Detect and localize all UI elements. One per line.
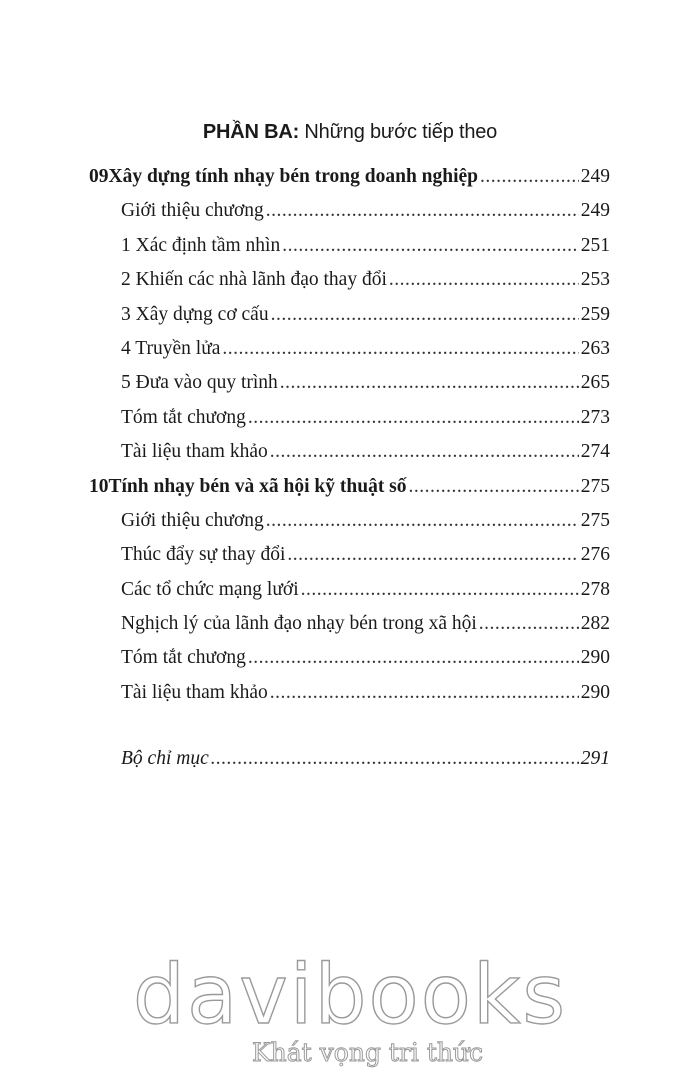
page-number: 253 <box>580 269 610 291</box>
page-number: 278 <box>580 578 610 600</box>
page-number: 265 <box>580 372 610 394</box>
dot-leader <box>271 304 579 326</box>
dot-leader <box>479 613 579 635</box>
page-number: 259 <box>580 303 610 325</box>
part-title <box>0 121 700 144</box>
dot-leader <box>389 269 579 291</box>
section-title: 3 Xây dựng cơ cấu <box>121 303 269 325</box>
chapter-title: Tính nhạy bén và xã hội kỹ thuật số <box>108 475 407 497</box>
dot-leader <box>248 647 579 669</box>
chapter-number: 10 <box>89 475 109 497</box>
toc-chapter-09[interactable] <box>89 166 610 200</box>
page-number: 273 <box>580 406 610 428</box>
page-number: 251 <box>580 234 610 256</box>
section-title: Giới thiệu chương <box>121 200 264 222</box>
dot-leader <box>280 372 579 394</box>
dot-leader <box>409 476 579 498</box>
watermark-tagline: Khát vọng tri thức <box>252 1038 484 1067</box>
dot-leader <box>248 407 579 429</box>
dot-leader <box>270 682 579 704</box>
page-number: 290 <box>580 681 610 703</box>
dot-leader <box>287 544 578 566</box>
dot-leader <box>266 510 579 532</box>
page-number: 263 <box>580 337 610 359</box>
chapter-number: 09 <box>89 166 109 187</box>
toc-entry[interactable] <box>89 200 610 234</box>
watermark-brand: davibooks <box>132 948 568 1043</box>
part-name: Những bước tiếp theo <box>299 121 498 143</box>
toc-entry[interactable] <box>89 338 610 372</box>
dot-leader <box>266 200 579 222</box>
section-title: Tài liệu tham khảo <box>121 681 268 703</box>
section-title: Tóm tắt chương <box>121 406 246 428</box>
page-number: 274 <box>580 441 610 463</box>
section-title: 4 Truyền lửa <box>121 337 221 359</box>
toc-entry[interactable] <box>89 682 610 716</box>
section-title: Giới thiệu chương <box>121 509 264 531</box>
page-number: 249 <box>580 166 610 187</box>
chapter-title: Xây dựng tính nhạy bén trong doanh nghiệp <box>108 166 479 187</box>
section-title: Các tổ chức mạng lưới <box>121 578 299 600</box>
section-title: 5 Đưa vào quy trình <box>121 372 278 394</box>
page-number: 290 <box>580 647 610 669</box>
toc-index-entry[interactable] <box>121 748 610 770</box>
index-page-number: 291 <box>580 748 610 769</box>
section-title: Tài liệu tham khảo <box>121 441 268 463</box>
toc-entry[interactable] <box>89 235 610 269</box>
dot-leader <box>282 235 579 257</box>
toc-chapter-10[interactable] <box>89 476 610 510</box>
dot-leader <box>222 338 578 360</box>
page-number: 249 <box>580 200 610 222</box>
section-title: Tóm tắt chương <box>121 647 246 669</box>
toc-entry[interactable] <box>89 579 610 613</box>
table-of-contents <box>89 166 610 716</box>
toc-entry[interactable] <box>89 304 610 338</box>
page-number: 275 <box>580 509 610 531</box>
section-title: 2 Khiến các nhà lãnh đạo thay đổi <box>121 269 387 291</box>
toc-entry[interactable] <box>89 544 610 578</box>
part-label: PHẦN BA: <box>202 121 300 143</box>
page-number: 276 <box>580 544 610 566</box>
dot-leader <box>301 579 579 601</box>
index-title: Bộ chỉ mục <box>121 748 209 769</box>
dot-leader <box>270 441 579 463</box>
section-title: Nghịch lý của lãnh đạo nhạy bén trong xã hội <box>121 613 477 635</box>
toc-entry[interactable] <box>89 510 610 544</box>
page-number: 275 <box>580 475 610 497</box>
toc-entry[interactable] <box>89 613 610 647</box>
section-title: 1 Xác định tầm nhìn <box>121 234 281 256</box>
toc-entry[interactable] <box>89 269 610 303</box>
dot-leader <box>480 166 579 188</box>
toc-entry[interactable] <box>89 372 610 406</box>
toc-entry[interactable] <box>89 441 610 475</box>
toc-entry[interactable] <box>89 647 610 681</box>
dot-leader <box>211 748 579 770</box>
toc-entry[interactable] <box>89 407 610 441</box>
section-title: Thúc đẩy sự thay đổi <box>121 544 286 566</box>
page-number: 282 <box>580 613 610 635</box>
